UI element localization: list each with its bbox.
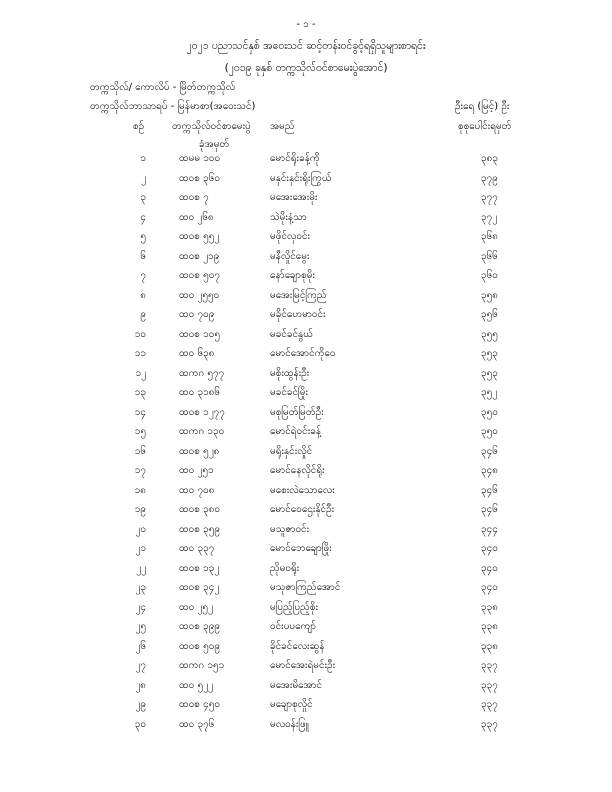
- table-row: [0, 382, 612, 402]
- total-marks: ၃၃၇: [481, 679, 498, 691]
- student-name: မခင်ခင်နွယ်: [270, 328, 313, 340]
- page-number: - ၁ -: [296, 19, 316, 30]
- roll-number: ထဝ ၂၅၅၀: [179, 289, 220, 301]
- roll-number: ထမမ ၁၀၀: [179, 153, 221, 164]
- table-row: [0, 265, 612, 285]
- total-marks: ၃၇၉: [481, 172, 498, 184]
- roll-number: ထဝစ ၃၆၀: [179, 172, 220, 184]
- student-name: မခိုင်ဟေမာဝင်း: [270, 309, 326, 320]
- row-number: ၁၂: [135, 367, 146, 379]
- student-name: မောင်ဝေဌေးနိုင်ဦး: [270, 504, 335, 515]
- page-title: ၂၀၂၁ ပညာသင်နှစ် အဝေးသင် ဆင့်တန်းဝင်ခွင့်ရရှိသူများစာရင်း: [186, 40, 426, 52]
- table-row: [0, 519, 612, 539]
- total-marks: ၃၃၈: [481, 621, 498, 632]
- student-name: မအေးမြင့်ကြည်: [270, 289, 327, 301]
- student-name: ဝင်းပပကျော်: [270, 621, 317, 632]
- total-marks: ၃၄၀: [481, 562, 498, 574]
- student-name: မစေးလဲသောလေး: [270, 484, 335, 496]
- table-row: [0, 363, 612, 383]
- roll-number: ထဝစ ၅၅၂: [179, 231, 220, 242]
- student-name: မောင်အေးရဲမင်းဦး: [270, 660, 336, 671]
- total-marks: ၃၇၂: [481, 211, 498, 223]
- student-name: မသူဇာဝင်း: [270, 523, 310, 535]
- column-header-roll: တက္ကသိုလ်ဝင်စာမေးပွဲ: [172, 121, 251, 132]
- column-header-roll-line2: ခုံအမှတ်: [199, 139, 230, 150]
- row-number: ၂၅: [135, 621, 146, 632]
- table-row: [0, 187, 612, 207]
- total-marks: ၃၄၈: [481, 465, 498, 476]
- total-marks: ၃၃၇: [481, 699, 498, 710]
- table-row: [0, 655, 612, 675]
- table-row: [0, 694, 612, 714]
- total-marks: ၃၅၆: [481, 309, 498, 320]
- table-row: [0, 714, 612, 734]
- total-marks: ၃၃၇: [481, 660, 498, 671]
- row-number: ၂၉: [135, 699, 146, 710]
- roll-number: ထဝစ ၃၄၂: [179, 582, 220, 593]
- roll-number: ထဝ ၂၅၂: [179, 601, 213, 613]
- student-name: မလဝန်းဖြူ: [270, 718, 309, 730]
- table-row: [0, 402, 612, 422]
- table-row: [0, 285, 612, 305]
- row-number: ၁၉: [134, 504, 146, 515]
- table-row: [0, 558, 612, 578]
- table-row: [0, 324, 612, 344]
- roll-number: ထဝစ ၅၂၈: [179, 445, 220, 457]
- roll-number: ထဝစ ၄၅၀: [179, 699, 220, 710]
- roll-number: ထဝစ ၃၈၀: [179, 504, 221, 515]
- student-name: မပြည့်ပြည့်စိုး: [270, 601, 318, 613]
- page-subtitle: (၂၀၁၉ ခုနှစ် တက္ကသိုလ်ဝင်စာမေးပွဲအောင်): [224, 62, 388, 74]
- roll-number: ထဝ ၃၃၇: [179, 543, 215, 554]
- row-number: ၃: [140, 192, 146, 203]
- student-name: မအေးမိအောင်: [270, 679, 323, 691]
- student-name: မောင်ဘေချောဖြိုး: [270, 543, 332, 554]
- table-row: [0, 675, 612, 695]
- total-marks: ၃၅၃: [481, 367, 498, 379]
- total-marks: ၃၅၂: [481, 387, 498, 398]
- total-marks: ၃၃၈: [481, 640, 498, 652]
- total-marks: ၃၅၃: [481, 348, 498, 359]
- roll-number: ထကဂ ၁၅၁: [179, 660, 225, 671]
- total-marks: ၃၄၀: [481, 543, 498, 554]
- total-marks: ၃၄၆: [481, 504, 498, 515]
- table-row: [0, 207, 612, 227]
- student-name: မသုဇာကြည်အောင်: [270, 582, 341, 593]
- column-header-no: စဉ်: [133, 121, 145, 132]
- table-row: [0, 636, 612, 656]
- roll-number: ထဝစ ၅၀၇: [179, 270, 220, 281]
- row-number: ၁၈: [134, 484, 146, 496]
- total-marks: ၃၈၃: [481, 153, 498, 164]
- student-name: မနီလှိုင်မွေး: [270, 250, 310, 262]
- student-name: မောင်အောင်ကိုဝေ: [270, 348, 336, 359]
- student-name: မချောစုလှိုင်: [270, 699, 313, 710]
- student-name: မစိုးထွန်းဦး: [270, 367, 310, 379]
- table-row: [0, 343, 612, 363]
- table-row: [0, 480, 612, 500]
- student-name: ညိုမဝရိုး: [270, 562, 300, 574]
- row-number: ၁၅: [134, 426, 146, 437]
- row-number: ၂၄: [135, 601, 146, 613]
- student-name: မောင်ရိုးခန့်ကို: [270, 153, 320, 164]
- roll-number: ထဝ ၇၀၉: [179, 309, 215, 320]
- table-row: [0, 597, 612, 617]
- roll-number: ထဝ ၂၆၈: [179, 211, 214, 223]
- table-row: [0, 226, 612, 246]
- table-row: [0, 460, 612, 480]
- table-row: [0, 148, 612, 168]
- total-marks: ၃၃၈: [481, 601, 498, 613]
- row-number: ၁၆: [134, 445, 146, 457]
- row-number: ၁၃: [134, 387, 146, 398]
- roll-number: ထဝစ ၃၉၉: [179, 621, 220, 632]
- student-name: မစုမြတ်မြတ်ဦး: [270, 406, 324, 418]
- total-marks: ၃၅၀: [481, 426, 498, 437]
- results-table: [0, 148, 612, 733]
- student-name: နော်ချောစုမိုး: [270, 270, 315, 281]
- row-number: ၂၈: [135, 679, 146, 691]
- table-row: [0, 499, 612, 519]
- table-row: [0, 246, 612, 266]
- table-row: [0, 168, 612, 188]
- row-number: ၉: [140, 309, 146, 320]
- row-number: ၃၀: [134, 718, 146, 730]
- roll-number: ထဝစ ၃၅၉: [179, 523, 220, 535]
- roll-number: ထဝစ ၁၃၂: [179, 562, 220, 574]
- total-marks: ၃၇၇: [481, 192, 498, 203]
- roll-number: ထဝစ ၂၁၉: [179, 250, 220, 262]
- row-number: ၅: [140, 231, 146, 242]
- total-marks: ၃၄၀: [481, 582, 498, 593]
- row-number: ၂၃: [135, 582, 146, 593]
- row-number: ၁၁: [134, 348, 146, 359]
- student-name: မောင်ရဲဝင်းခန့်: [270, 426, 322, 437]
- total-marks: ၃၆၀: [481, 270, 498, 281]
- row-number: ၈: [140, 289, 146, 301]
- column-header-marks: စုစုပေါင်းရမှတ်: [458, 121, 512, 132]
- student-name: မအေးအေးမိုး: [270, 192, 318, 203]
- student-name: မခင်ခင်မြိုး: [270, 387, 308, 398]
- roll-number: ထဝ ၃၇၆: [179, 718, 215, 730]
- total-count-label: ဦးရေ (မြင့်) ဦး: [455, 101, 510, 112]
- subject-label: တက္ကသိုလ်ဘာသာရပ် - မြန်မာစာ(အဝေးသင်): [90, 101, 256, 112]
- table-row: [0, 304, 612, 324]
- student-name: မောင်နေလိုင်ရိုး: [270, 465, 325, 476]
- row-number: ၄: [140, 211, 146, 223]
- student-name: မဖိုင်လှဝင်း: [270, 231, 311, 242]
- table-row: [0, 421, 612, 441]
- total-marks: ၃၅၅: [481, 328, 498, 340]
- total-marks: ၃၄၆: [481, 484, 498, 496]
- total-marks: ၃၄၆: [481, 445, 498, 457]
- table-row: [0, 441, 612, 461]
- total-marks: ၃၅၀: [481, 406, 498, 418]
- table-row: [0, 616, 612, 636]
- roll-number: ထဝ ၂၅၁: [179, 465, 214, 476]
- student-name: သဲမိုးနံ့သာ: [270, 211, 307, 223]
- row-number: ၂၇: [135, 660, 146, 671]
- student-name: ခိုင်ခင်လေးဆွန်: [270, 640, 325, 652]
- row-number: ၁၇: [134, 465, 146, 476]
- roll-number: ထဝစ ၁၀၅: [179, 328, 220, 340]
- row-number: ၁၄: [134, 406, 146, 418]
- row-number: ၇: [140, 270, 146, 281]
- row-number: ၆: [140, 250, 146, 262]
- row-number: ၂၂: [136, 562, 146, 574]
- roll-number: ထဝစ ၁၂၇၇: [179, 406, 225, 418]
- roll-number: ထဝ ၇၀၈: [179, 484, 215, 496]
- university-label: တက္ကသိုလ်/ ကောလိပ် - မြိတ်တက္ကသိုလ်: [90, 82, 236, 93]
- total-marks: ၃၃၇: [481, 718, 498, 730]
- row-number: ၁၀: [134, 328, 146, 340]
- student-name: မနှင်းနှင်းရိုးကြွယ်: [270, 172, 332, 184]
- row-number: ၂၆: [135, 640, 146, 652]
- total-marks: ၃၅၈: [481, 289, 498, 301]
- roll-number: ထဝစ ၅၀၉: [179, 640, 220, 652]
- column-header-name: အမည်: [270, 121, 295, 132]
- total-marks: ၃၆၆: [481, 250, 498, 262]
- row-number: ၁: [140, 153, 146, 164]
- row-number: ၂၁: [135, 543, 146, 554]
- row-number: ၂: [141, 172, 146, 184]
- roll-number: ထကဂ ၅၇၇: [179, 367, 225, 379]
- row-number: ၂၀: [135, 523, 146, 535]
- roll-number: ထဝစ ၇: [179, 192, 209, 203]
- table-row: [0, 538, 612, 558]
- total-marks: ၃၆၈: [481, 231, 498, 242]
- table-row: [0, 577, 612, 597]
- roll-number: ထကဂ ၁၃၀: [179, 426, 225, 437]
- roll-number: ထဝ ၆၃၈: [179, 348, 215, 359]
- roll-number: ထဝ ၅၂၂: [179, 679, 213, 691]
- student-name: မရိုးနှင်းလှိုင်: [270, 445, 313, 457]
- roll-number: ထဝ ၃၁၈၆: [179, 387, 221, 398]
- total-marks: ၃၄၄: [481, 523, 498, 535]
